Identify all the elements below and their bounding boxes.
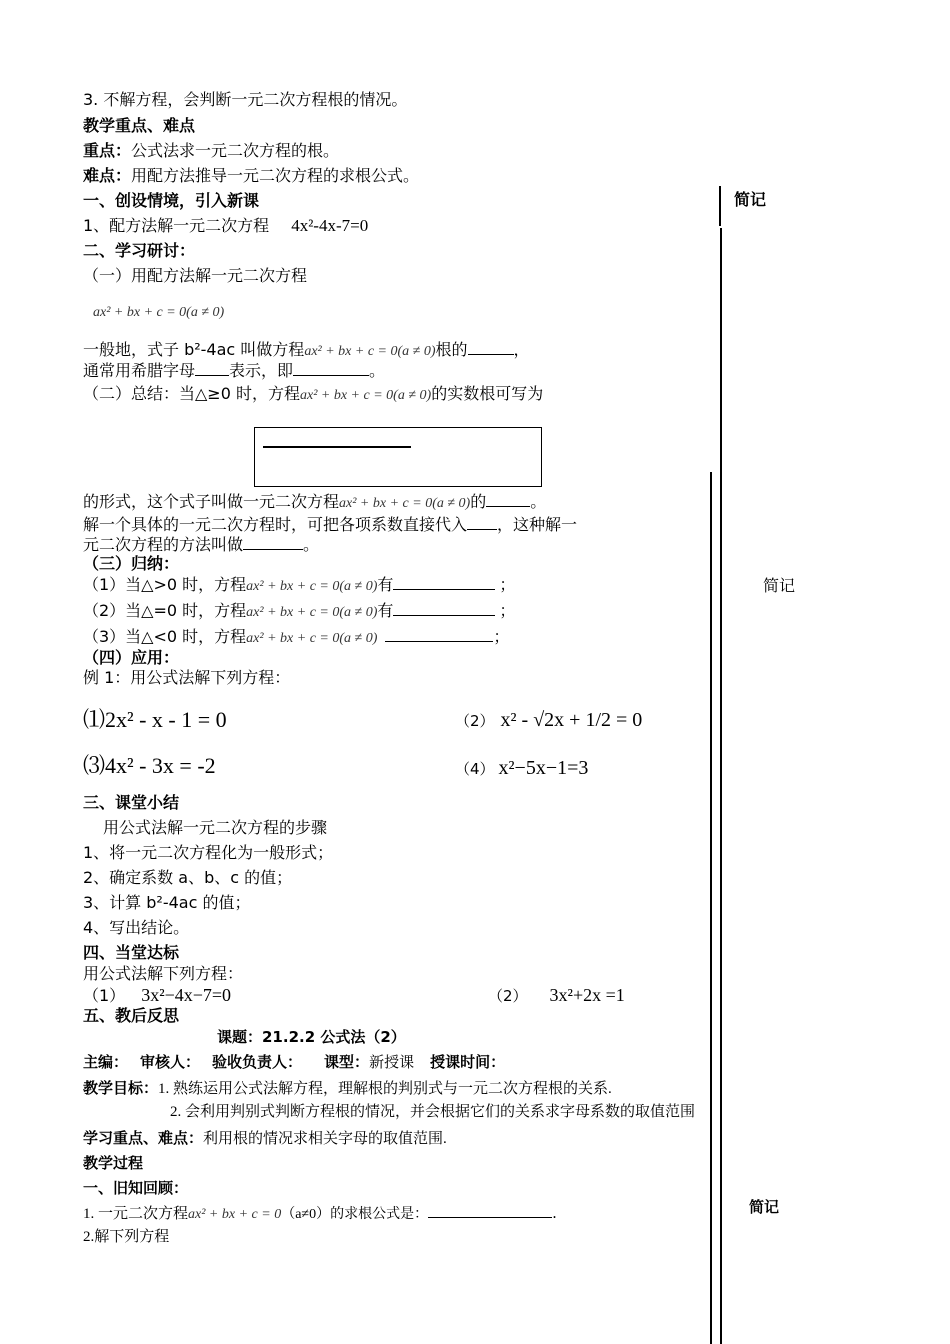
goal-1-text: 1. 熟练运用公式法解方程，理解根的判别式与一元二次方程根的关系. <box>158 1081 612 1097</box>
discriminant-equation: ax² + bx + c = 0(a ≠ 0) <box>304 344 436 359</box>
problem-1: ⑴2x² - x - 1 = 0 <box>83 707 227 732</box>
problem-4-label: （4） <box>455 760 495 778</box>
goal-label: 教学目标： <box>83 1079 159 1097</box>
case-3-text: （3）当△<0 时，方程 <box>83 627 247 646</box>
greek-text-c: 。 <box>369 361 386 380</box>
greek-text-b: 表示，即 <box>229 361 294 380</box>
answer-blank[interactable] <box>428 1203 552 1218</box>
summary-equation: ax² + bx + c = 0(a ≠ 0) <box>299 388 432 403</box>
case-1-has: 有 <box>377 575 394 594</box>
review-1-text-a: 1. 一元二次方程 <box>83 1206 189 1222</box>
meta-type: 新授课 <box>369 1053 415 1071</box>
answer-blank[interactable] <box>393 601 495 616</box>
review-1-text-c: . <box>552 1204 557 1222</box>
summary-line <box>83 384 543 406</box>
review-1-equation: ax² + bx + c = 0 <box>188 1207 282 1222</box>
method-text-a: 元二次方程的方法叫做 <box>83 535 244 554</box>
meta-time: 授课时间： <box>430 1053 506 1071</box>
goal-1 <box>83 1078 612 1099</box>
form-text-a: 的形式，这个式子叫做一元二次方程 <box>83 492 340 511</box>
case-2-has: 有 <box>377 601 394 620</box>
case-1-equation: ax² + bx + c = 0(a ≠ 0) <box>246 579 378 594</box>
section-3-heading: 三、课堂小结 <box>83 793 180 812</box>
answer-blank[interactable] <box>195 361 229 376</box>
problem-4 <box>455 754 588 783</box>
section-1-item <box>83 216 368 236</box>
meta-reviewer: 审核人： <box>140 1053 201 1071</box>
focus-label: 学习重点、难点： <box>83 1129 204 1147</box>
notes-column-rule-2 <box>720 228 722 1344</box>
case-1 <box>83 575 515 597</box>
key-label: 重点： <box>83 141 132 160</box>
step-1: 1、将一元二次方程化为一般形式； <box>83 843 334 862</box>
case-3-semicolon: ； <box>493 627 510 646</box>
formula-form-line <box>83 492 546 514</box>
practice-1-equation: 3x²−4x−7=0 <box>141 985 232 1005</box>
greek-letter-line <box>83 361 385 381</box>
practice-1 <box>83 985 231 1006</box>
review-2: 2.解下列方程 <box>83 1229 170 1245</box>
step-2: 2、确定系数 a、b、c 的值； <box>83 868 293 887</box>
case-2-equation: ax² + bx + c = 0(a ≠ 0) <box>246 605 378 620</box>
section-1-equation: 4x²-4x-7=0 <box>291 216 369 235</box>
root-formula-box[interactable] <box>254 427 542 487</box>
lesson-2-title: 课题：21.2.2 公式法（2） <box>217 1028 406 1046</box>
section-2-heading: 二、学习研讨： <box>83 241 196 260</box>
focus-line <box>83 1128 447 1149</box>
problem-2 <box>455 706 642 735</box>
case-2-semicolon: ； <box>499 601 516 620</box>
notes-label-3: 简记 <box>749 1198 780 1216</box>
difficulty-label: 难点： <box>83 166 132 185</box>
notes-label-2: 简记 <box>763 576 796 595</box>
practice-2-equation: 3x²+2x =1 <box>549 985 625 1005</box>
goal-2: 2. 会利用判别式判断方程根的情况，并会根据它们的关系求字母系数的取值范围 <box>170 1104 696 1120</box>
problem-3: ⑶4x² - 3x = -2 <box>83 753 216 778</box>
discriminant-definition <box>83 340 530 362</box>
form-text-c: 。 <box>530 492 547 511</box>
summary-text-a: （二）总结：当△≥0 时，方程 <box>83 384 300 403</box>
answer-blank[interactable] <box>486 492 530 507</box>
key-point <box>83 141 339 161</box>
key-text: 公式法求一元二次方程的根。 <box>131 141 340 160</box>
general-equation: ax² + bx + c = 0(a ≠ 0) <box>93 305 225 320</box>
step-3: 3、计算 b²-4ac 的值； <box>83 893 251 912</box>
answer-blank[interactable] <box>243 535 303 550</box>
process-heading: 教学过程 <box>83 1154 144 1172</box>
lesson-meta <box>83 1052 505 1072</box>
practice-intro: 用公式法解下列方程： <box>83 964 244 983</box>
greek-text-a: 通常用希腊字母 <box>83 361 196 380</box>
meta-type-label: 课型： <box>324 1053 370 1071</box>
section-4-heading: 四、当堂达标 <box>83 943 180 962</box>
case-1-text: （1）当△>0 时，方程 <box>83 575 247 594</box>
form-equation: ax² + bx + c = 0(a ≠ 0) <box>339 496 471 511</box>
problem-2-label: （2） <box>455 712 495 730</box>
discriminant-text-b: 根的 <box>435 340 468 359</box>
practice-2-label: （2） <box>488 987 528 1005</box>
section-1-item-text: 1、配方法解一元二次方程 <box>83 216 270 235</box>
review-1 <box>83 1203 557 1225</box>
discriminant-text-a: 一般地，式子 b²-4ac 叫做方程 <box>83 340 305 359</box>
steps-title: 用公式法解一元二次方程的步骤 <box>103 818 328 837</box>
discriminant-text-c: ， <box>513 340 530 359</box>
section-1-heading: 一、创设情境，引入新课 <box>83 191 260 210</box>
answer-blank[interactable] <box>467 515 497 530</box>
objective-3: 3. 不解方程，会判断一元二次方程根的情况。 <box>83 90 408 109</box>
practice-2 <box>488 985 625 1006</box>
notes-column-rule-1 <box>719 186 721 226</box>
method-line <box>83 535 319 555</box>
answer-blank[interactable] <box>293 361 369 376</box>
meta-checker: 验收负责人： <box>212 1053 303 1071</box>
problem-2-equation: x² - √2x + 1/2 = 0 <box>500 709 643 731</box>
substitution-text-a: 解一个具体的一元二次方程时，可把各项系数直接代入 <box>83 515 468 534</box>
case-3-equation: ax² + bx + c = 0(a ≠ 0) <box>246 631 378 646</box>
substitution-line <box>83 515 577 535</box>
example-1: 例 1：用公式法解下列方程： <box>83 668 291 687</box>
case-2 <box>83 601 515 623</box>
section-5-heading: 五、教后反思 <box>83 1006 180 1025</box>
keypoints-heading: 教学重点、难点 <box>83 116 196 135</box>
practice-1-label: （1） <box>83 986 126 1005</box>
meta-editor: 主编： <box>83 1053 129 1071</box>
case-2-text: （2）当△=0 时，方程 <box>83 601 247 620</box>
subsection-4-heading: （四）应用： <box>83 648 180 667</box>
case-1-semicolon: ； <box>499 575 516 594</box>
notes-label-1: 简记 <box>734 190 767 209</box>
answer-blank[interactable] <box>393 575 495 590</box>
step-4: 4、写出结论。 <box>83 918 190 937</box>
case-3 <box>83 627 509 649</box>
answer-blank[interactable] <box>468 340 514 355</box>
review-heading: 一、旧知回顾： <box>83 1179 189 1197</box>
summary-text-b: 的实数根可写为 <box>431 384 544 403</box>
difficulty <box>83 166 419 186</box>
review-1-text-b: （a≠0）的求根公式是： <box>281 1207 429 1222</box>
substitution-text-b: ，这种解一 <box>497 515 578 534</box>
subsection-1: （一）用配方法解一元二次方程 <box>83 266 308 285</box>
root-formula-fraction-line <box>263 446 411 448</box>
difficulty-text: 用配方法推导一元二次方程的求根公式。 <box>131 166 420 185</box>
problem-4-equation: x²−5x−1=3 <box>498 757 589 779</box>
notes-column-rule-3 <box>710 472 712 1344</box>
answer-blank[interactable] <box>385 627 493 642</box>
method-text-b: 。 <box>303 535 320 554</box>
subsection-3-heading: （三）归纳： <box>83 554 180 573</box>
focus-text: 利用根的情况求相关字母的取值范围. <box>203 1131 447 1147</box>
form-text-b: 的 <box>470 492 487 511</box>
